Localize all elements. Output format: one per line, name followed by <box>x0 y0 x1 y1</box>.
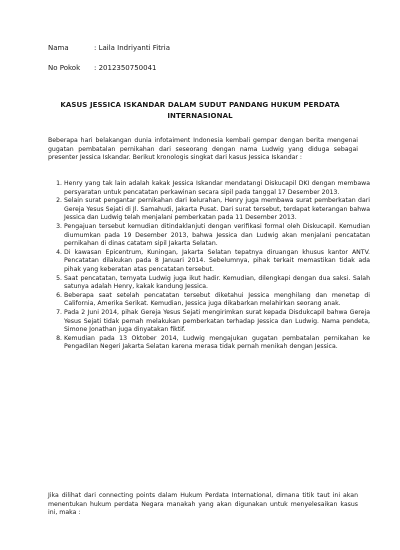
list-item: 8. Kemudian pada 13 Oktober 2014, Ludwig mengajukan gugatan pembatalan pernikahan ke Pengadilan Negeri Jakarta Selatan karena merasa tidak pernah menikah dengan Jessica. <box>64 335 370 352</box>
list-item: 6. Beberapa saat setelah pencatatan tersebut diketahui Jessica menghilang dan menetap di California, Amerika Serikat. Kemudian, Jessica juga dikabarkan melahirkan seorang anak. <box>64 292 370 309</box>
list-item: 5. Saat pencatatan, ternyata Ludwig juga ikut hadir. Kemudian, dilengkapi dengan dua saksi. Salah satunya adalah Henry, kakak kandung Jessica. <box>64 275 370 292</box>
list-item: 4. Di kawasan Epicentrum, Kuningan, Jakarta Selatan tepatnya diruangan khusus kantor ANTV. Pencatatan dilakukan pada 8 Januari 2014. Sebelumnya, pihak terkait memastikan tidak ada pihak yang keberatan atas pencatatan tersebut. <box>64 249 370 275</box>
list-item: 1. Henry yang tak lain adalah kakak Jessica Iskandar mendatangi Diskucapil DKI dengan membawa persyaratan untuk pencatatan perkawinan secara sipil pada tanggal 17 Desember 2013. <box>64 180 370 197</box>
id-value: : 2012350750041 <box>94 64 157 72</box>
document-title: KASUS JESSICA ISKANDAR DALAM SUDUT PANDANG HUKUM PERDATA INTERNASIONAL <box>60 101 340 120</box>
list-item: 2. Selain surat pengantar pernikahan dari kelurahan, Henry juga membawa surat pemberkatan dari Gereja Yesus Sejati di Jl. Samahudi, Jakarta Pusat. Dari surat tersebut, terdapat keterangan bahwa Jessica dan Ludwig telah menjalani pemberkatan pada 11 Desember 2013. <box>64 197 370 223</box>
chronology-list <box>48 180 370 352</box>
name-label: Nama <box>48 44 69 52</box>
list-item: 7. Pada 2 Juni 2014, pihak Gereja Yesus Sejati mengirimkan surat kepada Disdukcapil bahwa Gereja Yesus Sejati tidak pernah melakukan pemberkatan terhadap Jessica dan Ludwig. Nama pendeta, Simone Jonathan juga dinyatakan fiktif. <box>64 309 370 335</box>
name-row <box>48 44 170 53</box>
closing-paragraph: Jika dilihat dari connecting points dalam Hukum Perdata International, dimana titik taut ini akan menentukan hukum perdata Negara manakah yang akan digunakan untuk menyelesaikan kasus ini, maka : <box>48 492 358 517</box>
list-item: 3. Pengajuan tersebut kemudian ditindaklanjuti dengan verifikasi formal oleh Diskucapil. Kemudian diumumkan pada 19 Desember 2013, bahwa Jessica dan Ludwig akan menjalani pencatatan pernikahan di dinas catatam sipil Jakarta Selatan. <box>64 223 370 249</box>
id-label: No Pokok <box>48 64 81 72</box>
name-value: : Laila Indriyanti Fitria <box>94 44 171 52</box>
id-row <box>48 64 156 73</box>
intro-paragraph: Beberapa hari belakangan dunia infotaiment Indonesia kembali gempar dengan berita mengenai gugatan pembatalan pernikahan dari seseorang dengan nama Ludwig yang diduga sebagai presenter Jessica Iskandar. Berikut kronologis singkat dari kasus Jessica Iskandar : <box>48 137 358 162</box>
